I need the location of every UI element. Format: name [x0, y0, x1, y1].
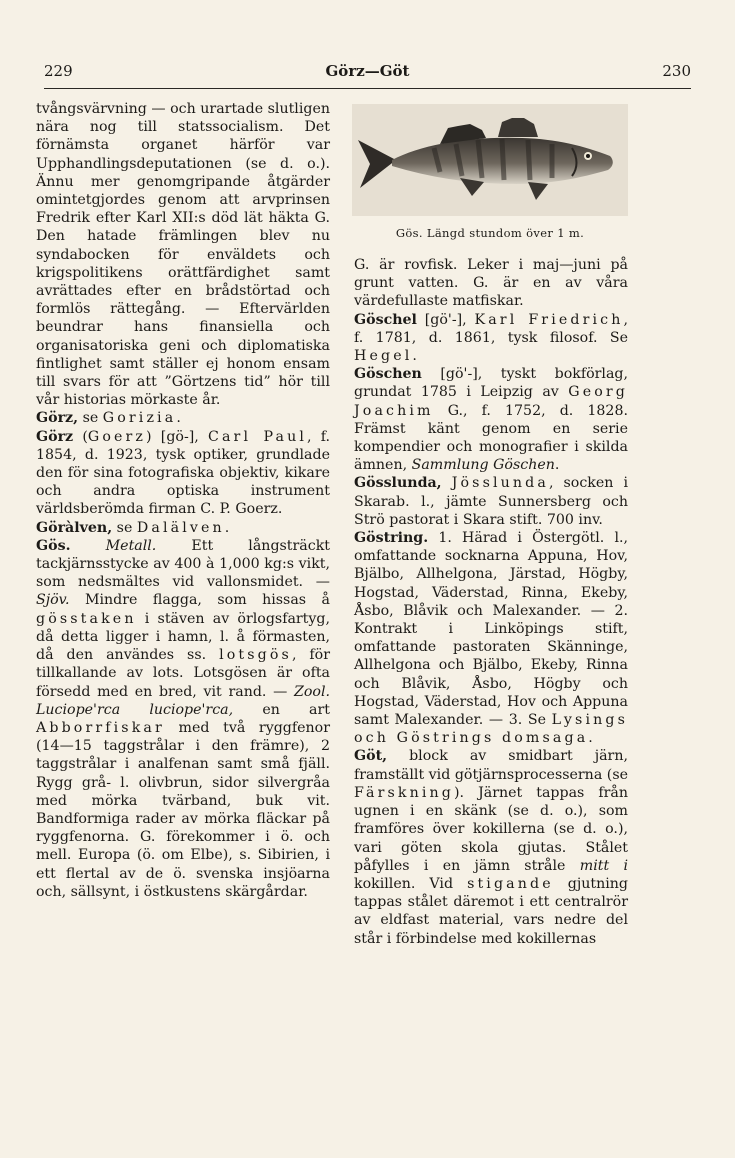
entry-gostring: Göstring. 1. Härad i Östergötl. l., omfattande socknarna Appuna, Hov, Bjälbo, Allhelgona, Järstad, Högby, Hogstad, Väderstad, Rinna, Ekeby, Åsbo, Blåvik och Malexander. — 2. Kontrakt i Linköpings stift, omfattande pastoraten Skänninge, Allhelgona och Bjälbo, Ekeby, Rinna och Blåvik, Åsbo, Högby och Hogstad, Väderstad, Hov och Appuna samt Malexander. — 3. Se Lysings och Göstrings domsaga.	[354, 530, 628, 747]
entry-got: Göt, block av smidbart järn, framställt vid götjärnsprocesserna (se Färskning). Järnet tappas från ugnen i en skänk (se d. o.), som framföres över kokillerna (se d. o.), vari göten skola gjutas. Stålet påfylles i en jämn stråle mitt i kokillen. Vid stigande gjutning tappas stålet däremot i ett centralrör av eldfast material, vars nedre del står i förbindelse med kokillernas	[354, 748, 629, 947]
page-header	[44, 58, 691, 89]
entry-goralven: Göràlven, se Dalälven.	[36, 519, 230, 536]
cross-reference: Dalälven	[136, 519, 225, 536]
right-column	[354, 256, 628, 948]
entry-head: Göschel	[354, 311, 417, 328]
entry-gorz-2: Görz (Goerz) [gö-], Carl Paul, f. 1854, d. 1923, tysk optiker, grundlade den för sina fotografiska objektiv, kikare och andra optiska instrument världsberömda firman C. P. Goerz.	[36, 428, 330, 518]
paragraph-continued: G. är rovfisk. Leker i maj—juni på grunt vatten. G. är en av våra värdefullaste matfiskar.	[354, 257, 628, 310]
entry-gosslunda: Gösslunda, Jösslunda, socken i Skarab. l., jämte Sunnersberg och Strö pastorat i Skara stift. 700 inv.	[354, 475, 628, 528]
entry-gorz-1: Görz, se Gorizia.	[36, 410, 181, 427]
entry-head: Göt,	[354, 748, 388, 765]
fish-illustration-frame	[352, 104, 628, 216]
entry-goschen: Göschen [gö'-], tyskt bokförlag, grundat 1785 i Leipzig av Georg Joachim G., f. 1752, d. 1828. Främst känt genom en serie kompendier och monografier i skilda ämnen, Sammlung Göschen.	[354, 366, 628, 474]
running-head: Görz—Göt	[325, 62, 410, 80]
cross-reference: Gorizia	[102, 410, 177, 427]
page-number-right: 230	[662, 62, 691, 80]
left-column	[36, 100, 330, 901]
entry-goschel: Göschel [gö'-], Karl Friedrich, f. 1781, d. 1861, tysk filosof. Se Hegel.	[354, 311, 629, 365]
entry-head: Göschen	[354, 366, 422, 383]
cross-reference: Hegel	[354, 348, 413, 365]
paragraph-continued: tvångsvärvning — och urartade slutligen nära nog till statssocialism. Det förnämsta organet härför var Upphandlingsdeputationen (se d. o.). Ännu mer genomgripande åtgärder omintetgjordes genom att arvprinsen Fredrik efter Karl XII:s död lät häkta G. Den hatade främlingen blev nu syndabocken för enväldets och krigspolitikens orättfärdighet samt avrättades efter en brådstörtad och formlös rättegång. — Eftervärlden beundrar hans finansiella och organisatoriska geni och diplomatiska fintlighet samt ställer ej honom ensam till svars för att ”Görtzens tid” hör till vår historias mörkaste år.	[36, 101, 330, 409]
fish-figure	[352, 104, 628, 244]
fish-icon	[352, 104, 628, 216]
entry-head: Görz,	[36, 410, 79, 427]
cross-reference: Jösslunda	[451, 475, 549, 492]
entry-head: Gös.	[36, 537, 71, 554]
entry-head: Gösslunda,	[354, 475, 442, 492]
entry-head: Göràlven,	[36, 519, 113, 536]
entry-head: Göstring.	[354, 530, 429, 547]
entry-gos: Gös. Metall. Ett långsträckt tackjärnsstycke av 400 à 1,000 kg:s vikt, som nedsmältes vid vallonsmidet. — Sjöv. Mindre flagga, som hissas å gösstaken i stäven av örlogsfartyg, då detta ligger i hamn, l. å förmasten, då den användes ss. lotsgös, för tillkallande av lots. Lotsgösen är ofta försedd med en bred, vit rand. — Zool. Luciope'rca luciope'rca, en art Abborrfiskar med två ryggfenor (14—15 taggstrålar i den främre), 2 taggstrålar i analfenan samt små fjäll. Rygg grå- l. olivbrun, sidor silvergråa med mörka tvärband, buk vit. Bandformiga rader av mörka fläckar på ryggfenorna. G. förekommer i ö. och mell. Europa (ö. om Elbe), s. Sibirien, i ett flertal av de ö. svenska insjöarna och, sällsynt, i östkustens skärgårdar.	[36, 537, 330, 900]
figure-caption: Gös. Längd stundom över 1 m.	[395, 226, 585, 240]
entry-head: Görz	[36, 428, 74, 445]
page-number-left: 229	[44, 62, 73, 80]
cross-reference: Lysings och Göstrings domsaga	[354, 712, 628, 747]
cross-reference: Färskning	[354, 784, 455, 801]
